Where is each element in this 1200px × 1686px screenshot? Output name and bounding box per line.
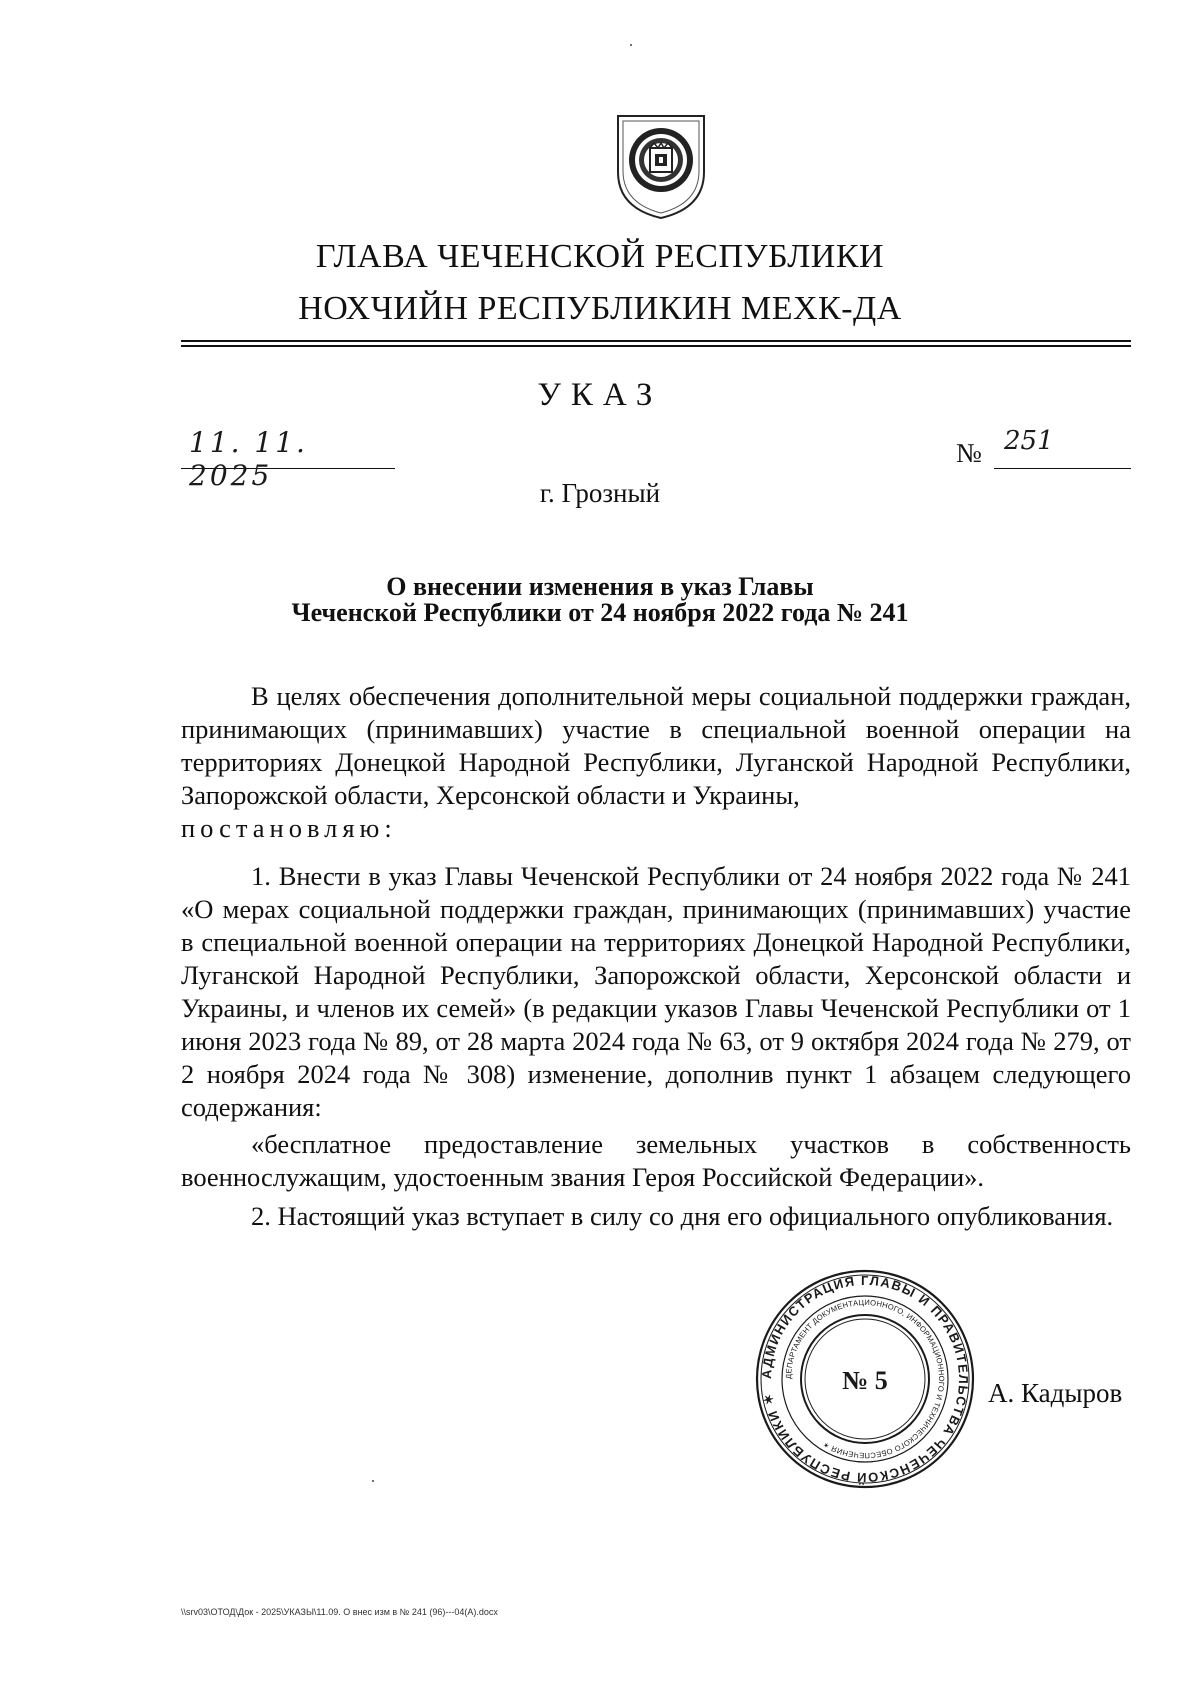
clause-2-paragraph: 2. Настоящий указ вступает в силу со дня его официального опубликования. xyxy=(251,1201,1114,1231)
official-stamp-icon xyxy=(754,1268,976,1490)
file-path-footer: \\srv03\ОТОД\Док - 2025\УКАЗЫ\11.09. О внес изм в № 241 (96)---04(А).docx xyxy=(181,1607,498,1617)
header-divider xyxy=(181,340,1131,342)
scan-speck xyxy=(372,1480,374,1482)
handwritten-date: 11. 11. 2025 xyxy=(189,426,308,492)
document-title-line-1: О внесении изменения в указ Главы xyxy=(386,572,814,601)
clause-1-paragraph: 1. Внести в указ Главы Чеченской Республики от 24 ноября 2022 года № 241 «О мерах социальной поддержки граждан, принимающих (принимавших) участие в специальной военной операции на территориях Донецкой Народной Республики, Луганской Народной Республики, Запорожской области, Херсонской области и Украины, и членов их семей» (в редакции указов Главы Чеченской Республики от 1 июня 2023 года № 89, от 28 марта 2024 года № 63, от 9 октября 2024 года № 279, от 2 ноября 2024 года № 308) изменение, дополнив пункт 1 абзацем следующего содержания: xyxy=(181,861,1131,1122)
added-paragraph-quote: «бесплатное предоставление земельных участков в собственность военнослужащим, удостоенным звания Героя Российской Федерации». xyxy=(181,1129,1131,1192)
number-label: № xyxy=(956,438,982,468)
svg-text:АДМИНИСТРАЦИЯ ГЛАВЫ И ПРАВИТЕЛ: АДМИНИСТРАЦИЯ ГЛАВЫ И ПРАВИТЕЛЬСТВА ЧЕЧЕНСКОЙ РЕСПУБЛИКИ ✶ xyxy=(758,1272,972,1486)
date-field xyxy=(181,426,395,492)
issuer-heading-chechen: НОХЧИЙН РЕСПУБЛИКИН МЕХК-ДА xyxy=(298,290,902,327)
city: г. Грозный xyxy=(539,478,661,508)
scan-speck xyxy=(630,44,632,46)
preamble-text: В целях обеспечения дополнительной меры социальной поддержки граждан, принимающих (принимавших) участие в специальной военной операции на территориях Донецкой Народной Республики, Луганской Народной Республики, Запорожской области, Херсонской области и Украины, xyxy=(181,681,1131,810)
svg-text:ДЕПАРТАМЕНТ ДОКУМЕНТАЦИОННОГО,: ДЕПАРТАМЕНТ ДОКУМЕНТАЦИОННОГО, ИНФОРМАЦИОННОГО И ТЕХНИЧЕСКОГО ОБЕСПЕЧЕНИЯ ✶ xyxy=(783,1297,947,1461)
signer-name: А. Кадыров xyxy=(988,1378,1123,1408)
issuer-heading-russian: ГЛАВА ЧЕЧЕНСКОЙ РЕСПУБЛИКИ xyxy=(315,238,885,275)
chechen-republic-emblem-icon xyxy=(612,110,710,222)
svg-text:№ 5: № 5 xyxy=(842,1366,888,1395)
preamble-paragraph xyxy=(181,680,1131,845)
header-divider-second xyxy=(181,345,1131,347)
handwritten-number: 251 xyxy=(1004,426,1054,456)
number-field xyxy=(994,428,1131,469)
document-title-line-2: Чеченской Республики от 24 ноября 2022 года № 241 xyxy=(291,598,909,627)
document-type: УКАЗ xyxy=(537,377,663,413)
decree-word: постановляю: xyxy=(181,813,397,843)
